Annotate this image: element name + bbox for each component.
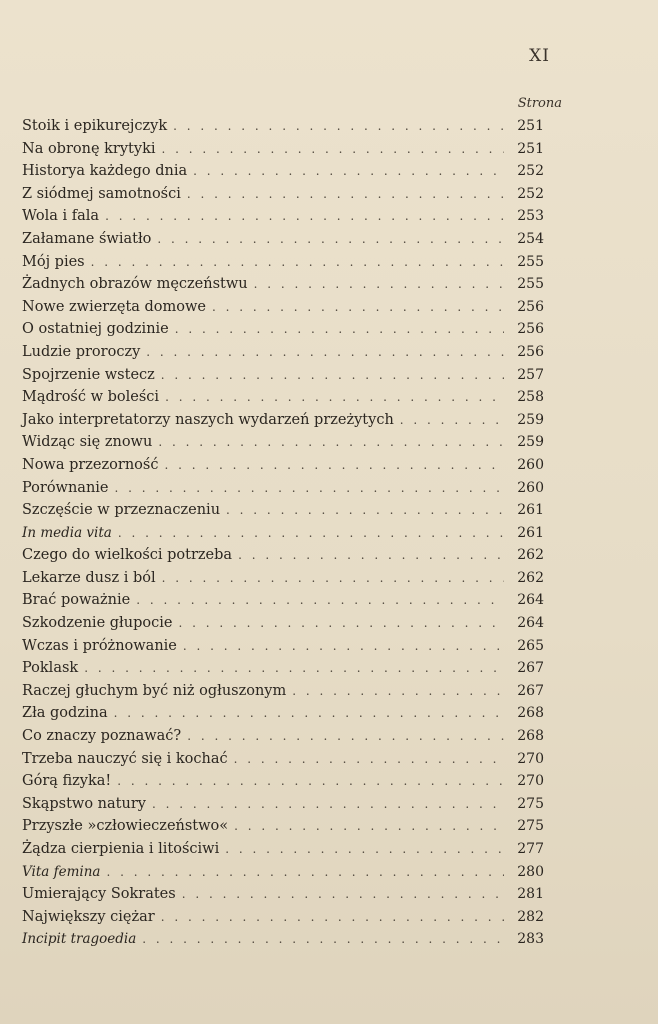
toc-entry-title: Skąpstwo natury	[22, 795, 146, 812]
toc-entry-title: Brać poważnie	[22, 592, 131, 609]
toc-entry	[22, 186, 544, 209]
dot-leader	[162, 142, 505, 156]
dot-leader	[161, 368, 504, 382]
toc-entry	[22, 457, 544, 480]
toc-entry	[22, 367, 544, 390]
toc-entry	[22, 389, 544, 412]
dot-leader	[234, 752, 504, 766]
toc-entry	[22, 660, 544, 683]
toc-entry-title: Vita femina	[22, 863, 101, 880]
toc-entry	[22, 141, 544, 164]
toc-entry-page: 254	[517, 230, 544, 247]
dot-leader	[400, 413, 504, 427]
toc-entry-title: Żadnych obrazów męczeństwu	[22, 276, 248, 293]
dot-leader	[164, 458, 504, 472]
toc-entry-page: 275	[517, 818, 544, 835]
toc-entry-title: Na obronę krytyki	[22, 140, 156, 157]
toc-entry-page: 256	[517, 321, 544, 338]
dot-leader	[118, 526, 504, 540]
toc-entry-title: Największy ciężar	[22, 908, 155, 925]
toc-entry-page: 277	[517, 841, 544, 857]
toc-entry-page: 260	[517, 479, 544, 496]
dot-leader	[292, 684, 504, 698]
dot-leader	[106, 865, 504, 879]
toc-entry-page: 264	[517, 615, 544, 632]
dot-leader	[91, 255, 504, 269]
toc-entry-title: Załamane światło	[22, 230, 152, 247]
dot-leader	[146, 345, 504, 359]
toc-entry	[22, 638, 544, 661]
toc-entry	[22, 705, 544, 728]
toc-entry	[22, 276, 544, 299]
toc-entry-page: 255	[517, 253, 544, 270]
page-number: XI	[529, 46, 550, 66]
toc-entry-page: 260	[517, 456, 544, 473]
column-header: Strona	[517, 96, 562, 111]
toc-entry-title: Żądza cierpienia i litościwi	[22, 841, 220, 857]
dot-leader	[183, 639, 504, 653]
toc-entry	[22, 841, 544, 864]
toc-entry	[22, 480, 544, 503]
toc-entry-page: 256	[517, 298, 544, 315]
toc-entry-page: 255	[517, 276, 544, 293]
toc-entry-page: 256	[517, 343, 544, 360]
toc-entry-page: 257	[517, 366, 544, 383]
toc-entry	[22, 502, 544, 525]
toc-entry-page: 261	[517, 502, 544, 519]
dot-leader	[114, 706, 504, 720]
dot-leader	[173, 119, 504, 133]
dot-leader	[105, 209, 504, 223]
toc-entry-title: Umierający Sokrates	[22, 886, 176, 903]
dot-leader	[187, 187, 504, 201]
dot-leader	[212, 300, 504, 314]
toc-entry	[22, 796, 544, 819]
toc-entry-title: Stoik i epikurejczyk	[22, 118, 168, 134]
toc-entry	[22, 118, 544, 141]
toc-entry-page: 264	[517, 592, 544, 609]
toc-entry-title: Mądrość w boleści	[22, 389, 160, 406]
toc-entry-title: Wola i fala	[22, 208, 100, 225]
dot-leader	[234, 819, 504, 833]
toc-entry	[22, 592, 544, 615]
toc-entry-title: Zła godzina	[22, 705, 108, 722]
dot-leader	[136, 593, 504, 607]
dot-leader	[152, 797, 504, 811]
toc-entry-title: Ludzie proroczy	[22, 343, 141, 360]
toc-entry-title: Szkodzenie głupocie	[22, 615, 173, 632]
toc-entry-page: 252	[517, 163, 544, 180]
toc-entry-page: 262	[517, 547, 544, 564]
toc-entry-page: 262	[517, 569, 544, 586]
dot-leader	[178, 616, 504, 630]
dot-leader	[157, 232, 504, 246]
toc-entry	[22, 299, 544, 322]
toc-entry-title: Jako interpretatorzy naszych wydarzeń przeżytych	[22, 411, 394, 428]
toc-entry-page: 251	[517, 140, 544, 157]
toc-entry-title: Czego do wielkości potrzeba	[22, 547, 233, 564]
toc-entry-title: Mój pies	[22, 253, 85, 270]
toc-entry-page: 253	[517, 208, 544, 225]
toc-entry-page: 270	[517, 773, 544, 790]
toc-entry	[22, 751, 544, 774]
dot-leader	[84, 661, 504, 675]
dot-leader	[254, 277, 504, 291]
toc-entry-title: Porównanie	[22, 479, 109, 496]
toc-entry-page: 252	[517, 185, 544, 202]
dot-leader	[158, 435, 504, 449]
toc-entry	[22, 254, 544, 277]
toc-entry-title: Incipit tragoedia	[22, 931, 137, 948]
toc-entry	[22, 321, 544, 344]
dot-leader	[161, 910, 504, 924]
toc-entry	[22, 864, 544, 887]
dot-leader	[187, 729, 504, 743]
toc-entry	[22, 931, 544, 954]
toc-entry	[22, 231, 544, 254]
toc-entry-page: 281	[517, 886, 544, 903]
dot-leader	[225, 842, 504, 856]
toc-entry	[22, 412, 544, 435]
toc-entry-page: 275	[517, 795, 544, 812]
toc-entry-title: Spojrzenie wstecz	[22, 366, 155, 383]
dot-leader	[142, 932, 504, 946]
toc-entry-page: 267	[517, 682, 544, 699]
toc-entry-page: 261	[517, 524, 544, 541]
toc-entry-page: 258	[517, 389, 544, 406]
toc-entry-title: Lekarze dusz i ból	[22, 569, 156, 586]
dot-leader	[115, 481, 504, 495]
toc-entry	[22, 525, 544, 548]
toc-entry-title: Widząc się znowu	[22, 434, 153, 451]
toc-entry-title: Nowe zwierzęta domowe	[22, 298, 207, 315]
toc-entry	[22, 570, 544, 593]
toc-entry-page: 259	[517, 411, 544, 428]
toc-entry-title: Co znaczy poznawać?	[22, 728, 182, 745]
dot-leader	[175, 322, 504, 336]
dot-leader	[238, 548, 504, 562]
toc-entry-page: 265	[517, 637, 544, 654]
toc-entry	[22, 434, 544, 457]
toc-entry-page: 280	[517, 863, 544, 880]
dot-leader	[182, 887, 504, 901]
toc-entry-page: 251	[517, 118, 544, 134]
toc-entry	[22, 886, 544, 909]
toc-entry-title: Przyszłe »człowieczeństwo«	[22, 818, 229, 835]
toc-entry	[22, 615, 544, 638]
toc-entry	[22, 728, 544, 751]
toc-entry-page: 267	[517, 660, 544, 677]
toc-entry-title: O ostatniej godzinie	[22, 321, 169, 338]
toc-entry-title: Poklask	[22, 660, 79, 677]
toc-entry-page: 259	[517, 434, 544, 451]
toc-entry	[22, 773, 544, 796]
toc-entry-title: Historya każdego dnia	[22, 163, 188, 180]
toc-entry-title: Raczej głuchym być niż ogłuszonym	[22, 682, 287, 699]
toc-entry-page: 268	[517, 728, 544, 745]
toc-entry	[22, 163, 544, 186]
dot-leader	[117, 774, 504, 788]
toc-entry-title: Nowa przezorność	[22, 456, 159, 473]
dot-leader	[226, 503, 504, 517]
toc-entry	[22, 547, 544, 570]
toc-entry	[22, 818, 544, 841]
toc-entry-page: 282	[517, 908, 544, 925]
toc-entry-title: Trzeba nauczyć się i kochać	[22, 750, 228, 767]
toc-entry-page: 270	[517, 750, 544, 767]
toc-entry	[22, 683, 544, 706]
toc-entry	[22, 909, 544, 932]
toc-entry-title: Szczęście w przeznaczeniu	[22, 502, 221, 519]
toc-entry	[22, 208, 544, 231]
dot-leader	[165, 390, 504, 404]
table-of-contents	[22, 118, 544, 954]
toc-entry-page: 268	[517, 705, 544, 722]
toc-entry-title: In media vita	[22, 524, 112, 541]
toc-entry-page: 283	[517, 931, 544, 948]
toc-entry	[22, 344, 544, 367]
toc-entry-title: Z siódmej samotności	[22, 185, 181, 202]
toc-entry-title: Górą fizyka!	[22, 773, 112, 790]
dot-leader	[193, 164, 504, 178]
dot-leader	[162, 571, 504, 585]
toc-entry-title: Wczas i próżnowanie	[22, 637, 177, 654]
